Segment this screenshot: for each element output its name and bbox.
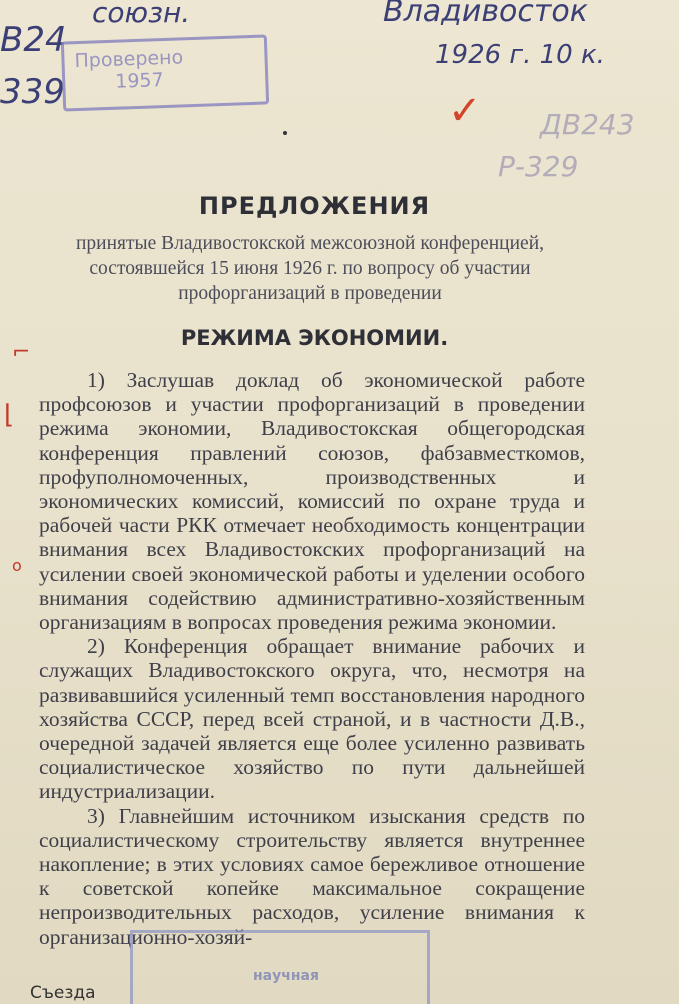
document-subtitle: принятые Владивостокской межсоюзной конференцией, состоявшейся 15 июня 1926 г. по вопросу об участии профорганизаций в проведении <box>75 233 545 304</box>
bottom-word: Съезда <box>30 983 96 1003</box>
handwritten-note-union: союзн. <box>92 0 191 29</box>
document-title: ПРЕДЛОЖЕНИЯ <box>198 192 431 220</box>
margin-mark-bracket: ⌊ <box>4 400 15 430</box>
verification-stamp <box>61 34 269 111</box>
handwritten-code-2: 339 <box>0 72 65 112</box>
stamp-label: Проверено <box>74 46 184 73</box>
handwritten-code-1: В24 <box>0 20 67 60</box>
paragraph-1: 1) Заслушав доклад об экономической работе профсоюзов и участии профорганизаций в проведении режима экономии, Владивостокская общегородская конференция правлений союзов, фабзавместкомов, профуполномоченных, производственных и экономических комиссий, комиссий по охране труда и рабочей части РКК отмечает необходимость концентрации внимания всех Владивостокских профорганизаций на усилении своей экономической работы и уделении особого внимания содействию административно-хозяйственным организациям в вопросах проведения режима экономии. <box>39 368 585 635</box>
paragraph-3: 3) Главнейшим источником изыскания средств по социалистическому строительству является внутреннее накопление; в этих условиях самое бережливое отношение к советской копейке максимальное сокращение непроизводительных расходов, усиление внимания к организационно-хозяй- <box>39 803 585 949</box>
document-heading: РЕЖИМА ЭКОНОМИИ. <box>180 326 449 350</box>
red-checkmark-icon: ✓ <box>448 88 482 134</box>
library-stamp-text: научная <box>253 968 319 984</box>
margin-mark-top: ⌐ <box>12 340 31 365</box>
handwritten-city: Владивосток <box>383 0 588 29</box>
ink-dot <box>283 131 287 135</box>
library-stamp <box>130 930 430 1004</box>
handwritten-year-price: 1926 г. 10 к. <box>435 40 605 70</box>
margin-mark-circle: o <box>12 556 22 575</box>
document-body <box>39 368 585 949</box>
paragraph-2: 2) Конференция обращает внимание рабочих и служащих Владивостокского округа, что, несмотря на развивавшийся усиленный темп восстановления народного хозяйства СССР, перед всей страной, и в частности Д.В., очередной задачей является еще более усиленно развивать социалистическое хозяйство по пути дальнейшей индустриализации. <box>39 634 585 804</box>
stamp-value: 1957 <box>114 69 164 93</box>
pencil-code-1: ДВ243 <box>540 108 635 141</box>
pencil-code-2: Р-329 <box>498 150 579 183</box>
